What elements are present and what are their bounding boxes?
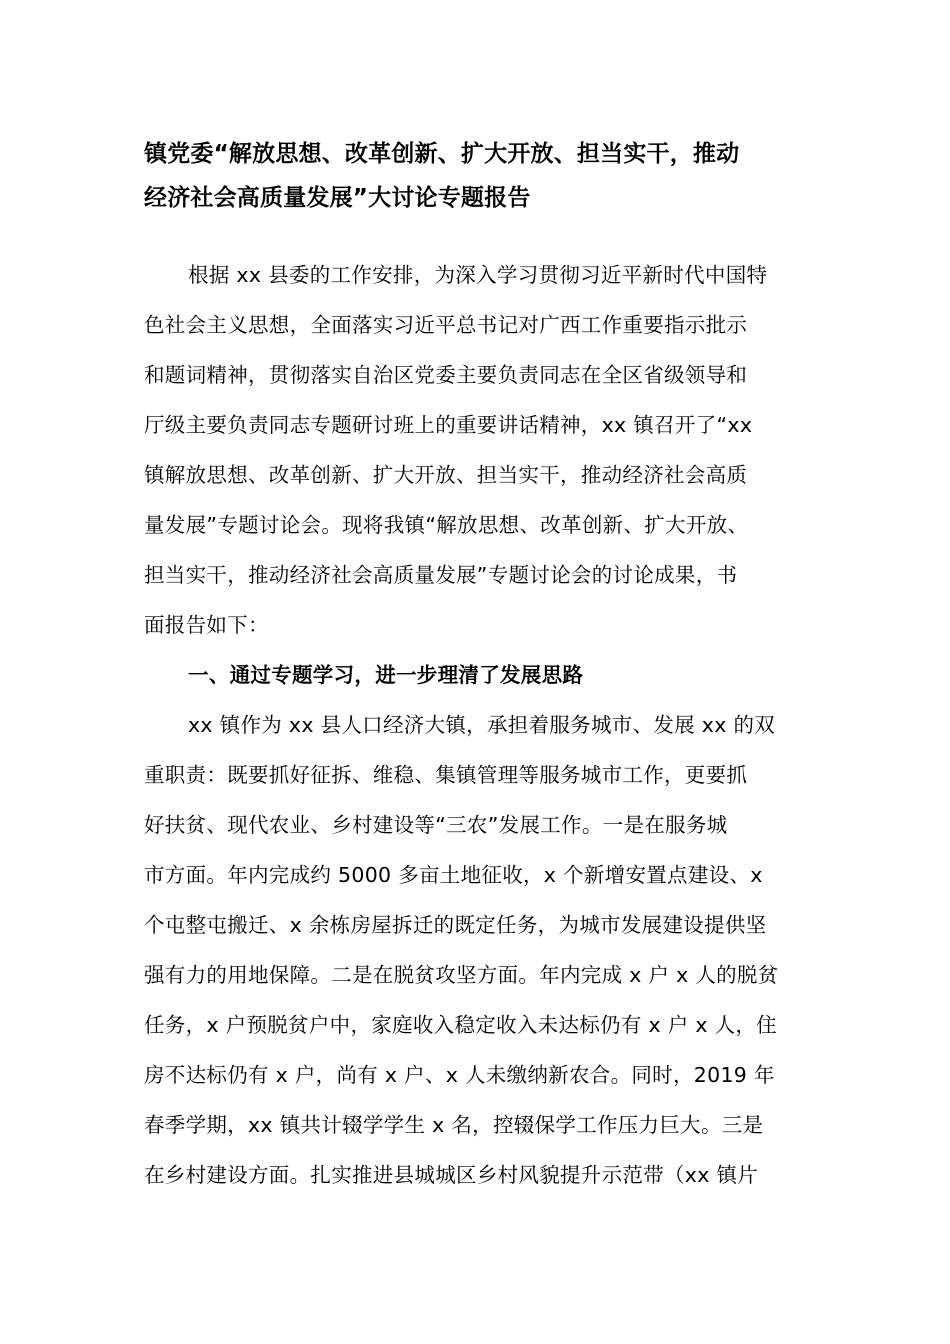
section-paragraph-line: 强有力的用地保障。二是在脱贫攻坚方面。年内完成 x 户 x 人的脱贫 xyxy=(144,963,779,987)
section-paragraph-line: 好扶贫、现代农业、乡村建设等“三农”发展工作。一是在服务城 xyxy=(144,813,728,837)
section-paragraph-line: 重职责：既要抓好征拆、维稳、集镇管理等服务城市工作，更要抓 xyxy=(144,763,748,787)
section-paragraph-line: xx 镇作为 xx 县人口经济大镇，承担着服务城市、发展 xx 的双 xyxy=(188,713,776,737)
intro-paragraph-line: 和题词精神，贯彻落实自治区党委主要负责同志在全区省级领导和 xyxy=(144,363,748,387)
intro-paragraph-line: 担当实干，推动经济社会高质量发展”专题讨论会的讨论成果，书 xyxy=(144,563,738,587)
intro-paragraph-line: 根据 xx 县委的工作安排，为深入学习贯彻习近平新时代中国特 xyxy=(188,263,768,287)
intro-paragraph-line: 厅级主要负责同志专题研讨班上的重要讲话精神，xx 镇召开了“xx xyxy=(144,413,753,437)
title-line: 镇党委“解放思想、改革创新、扩大开放、担当实干，推动 xyxy=(144,141,740,167)
section-paragraph-line: 个屯整屯搬迁、x 余栋房屋拆迁的既定任务，为城市发展建设提供坚 xyxy=(144,913,767,937)
section-paragraph-line: 市方面。年内完成约 5000 多亩土地征收，x 个新增安置点建设、x xyxy=(144,863,763,887)
intro-paragraph-line: 面报告如下： xyxy=(144,613,269,637)
intro-paragraph-line: 量发展”专题讨论会。现将我镇“解放思想、改革创新、扩大开放、 xyxy=(144,513,749,537)
section-heading: 一、通过专题学习，进一步理清了发展思路 xyxy=(188,663,584,687)
section-paragraph-line: 春季学期，xx 镇共计辍学学生 x 名，控辍保学工作压力巨大。三是 xyxy=(144,1113,764,1137)
document-title xyxy=(144,132,816,220)
title-line: 经济社会高质量发展”大讨论专题报告 xyxy=(144,185,531,211)
section-paragraph-line: 在乡村建设方面。扎实推进县城城区乡村风貌提升示范带（xx 镇片 xyxy=(144,1163,759,1187)
section-paragraph-line: 房不达标仍有 x 户，尚有 x 户、x 人未缴纳新农合。同时，2019 年 xyxy=(144,1063,775,1087)
section-paragraph-line: 任务，x 户预脱贫户中，家庭收入稳定收入未达标仍有 x 户 x 人，住 xyxy=(144,1013,777,1037)
intro-paragraph-line: 镇解放思想、改革创新、扩大开放、担当实干，推动经济社会高质 xyxy=(144,463,748,487)
intro-paragraph-line: 色社会主义思想，全面落实习近平总书记对广西工作重要指示批示 xyxy=(144,313,748,337)
document-body xyxy=(144,250,816,1200)
